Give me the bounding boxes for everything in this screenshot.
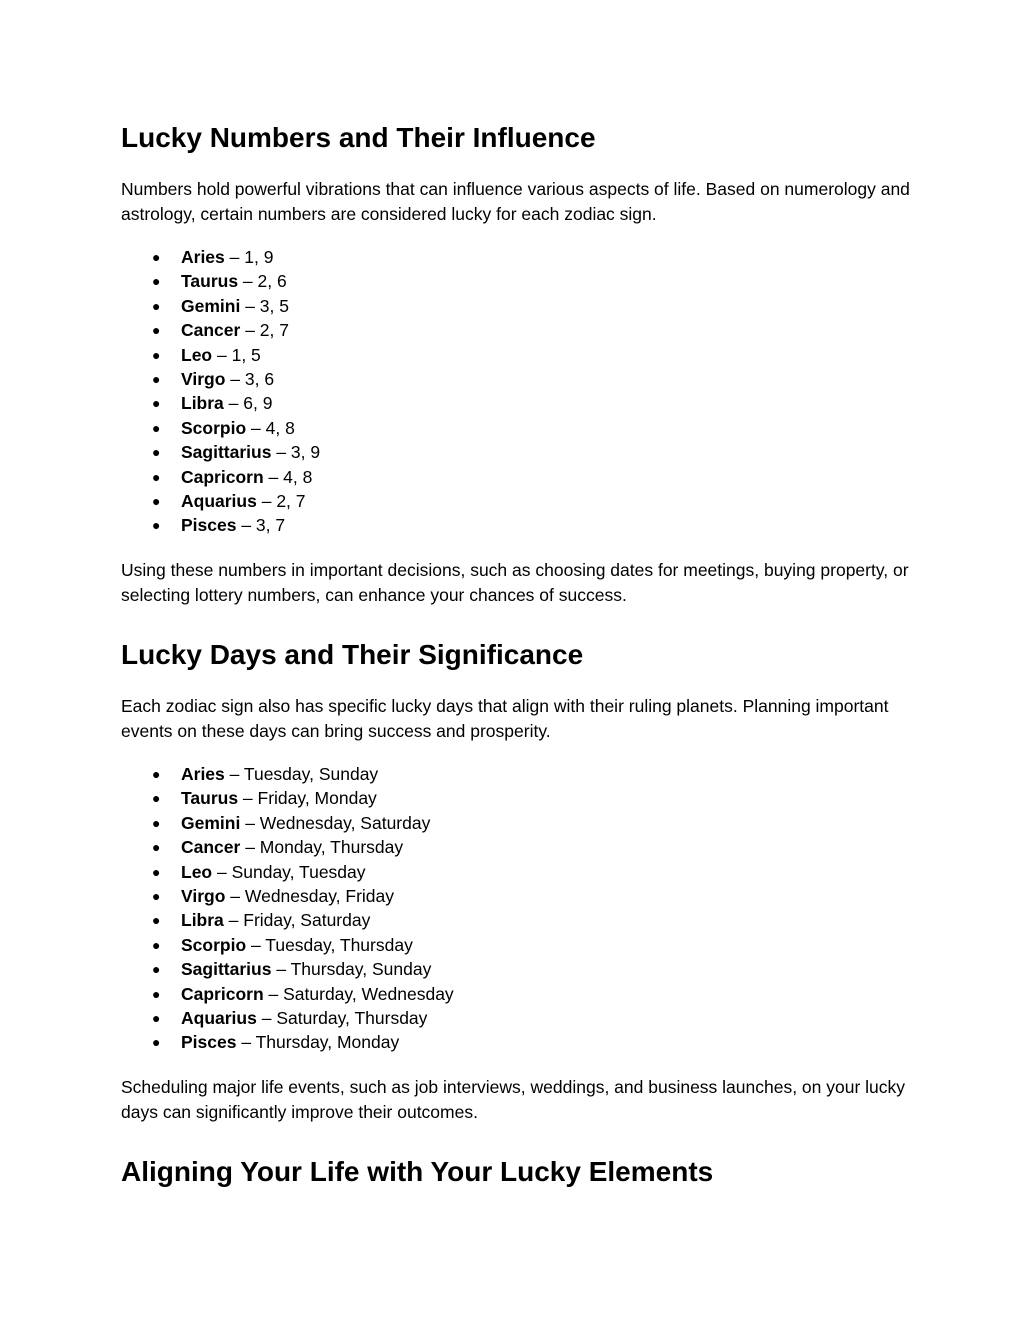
bullet-icon: ● [152, 468, 161, 485]
bullet-icon: ● [152, 346, 161, 363]
list-item [121, 391, 320, 415]
list-item [121, 269, 320, 293]
bullet-icon: ● [152, 961, 161, 978]
bullet-icon: ● [152, 322, 161, 339]
zodiac-sign: Virgo [181, 885, 226, 906]
lucky-value: – 1, 5 [212, 344, 261, 365]
list-item [121, 489, 320, 513]
zodiac-sign: Cancer [181, 837, 241, 858]
list-item [121, 367, 320, 391]
list-item [121, 440, 320, 464]
bullet-icon: ● [152, 985, 161, 1002]
bullet-icon: ● [152, 790, 161, 807]
lucky-value: – Tuesday, Sunday [224, 764, 379, 784]
lucky-value: – Wednesday, Friday [225, 885, 395, 906]
bullet-icon: ● [152, 766, 161, 782]
zodiac-sign: Sagittarius [181, 959, 272, 980]
bullet-icon: ● [152, 444, 161, 461]
list-item [121, 957, 454, 981]
list-item [121, 762, 454, 786]
list-item [121, 245, 320, 269]
list-item [121, 318, 320, 342]
lucky-value: – 2, 7 [240, 320, 289, 341]
list-item [121, 811, 454, 835]
zodiac-sign: Leo [181, 344, 213, 365]
zodiac-sign: Virgo [181, 368, 226, 389]
bullet-icon: ● [152, 419, 161, 436]
lucky-value: – 1, 9 [224, 247, 274, 267]
zodiac-sign: Pisces [181, 515, 237, 536]
heading-lucky-days: Lucky Days and Their Significance [121, 639, 584, 670]
lucky-value: – Tuesday, Thursday [246, 934, 413, 955]
zodiac-sign: Gemini [181, 295, 241, 316]
zodiac-sign: Aquarius [181, 490, 257, 511]
paragraph-days-outro: Scheduling major life events, such as job interviews, weddings, and business launches, on your lucky days can significantly improve their outcomes. [121, 1077, 906, 1122]
bullet-icon: ● [152, 370, 161, 387]
lucky-value: – Sunday, Tuesday [212, 861, 366, 882]
zodiac-sign: Libra [181, 910, 224, 931]
bullet-icon: ● [152, 1009, 161, 1026]
lucky-value: – Friday, Monday [238, 788, 377, 809]
lucky-value: – Monday, Thursday [240, 837, 404, 858]
bullet-icon: ● [152, 1034, 161, 1051]
bullet-icon: ● [152, 249, 161, 265]
paragraph-numbers-outro: Using these numbers in important decisions, such as choosing dates for meetings, buying property, or selecting lottery numbers, can enhance your chances of success. [121, 560, 909, 605]
lucky-value: – Saturday, Wednesday [263, 983, 454, 1004]
bullet-icon: ● [152, 936, 161, 953]
paragraph-numbers-intro: Numbers hold powerful vibrations that can influence various aspects of life. Based on numerology and astrology, certain numbers are considered lucky for each zodiac sign. [121, 179, 910, 224]
bullet-icon: ● [152, 814, 161, 831]
list-item [121, 513, 320, 537]
bullet-icon: ● [152, 863, 161, 880]
heading-aligning-life: Aligning Your Life with Your Lucky Elements [121, 1156, 714, 1187]
bullet-icon: ● [152, 517, 161, 534]
bullet-icon: ● [152, 492, 161, 509]
zodiac-sign: Gemini [181, 812, 241, 833]
lucky-value: – Saturday, Thursday [256, 1007, 428, 1028]
zodiac-sign: Libra [181, 393, 224, 414]
zodiac-sign: Aquarius [181, 1007, 257, 1028]
lucky-value: – Thursday, Sunday [271, 959, 432, 980]
zodiac-sign: Capricorn [181, 983, 264, 1004]
lucky-value: – 2, 7 [256, 490, 306, 511]
zodiac-sign: Pisces [181, 1032, 237, 1053]
bullet-icon: ● [152, 887, 161, 904]
list-item [121, 933, 454, 957]
list-item [121, 860, 454, 884]
list-item [121, 982, 454, 1006]
lucky-value: – 3, 7 [236, 515, 286, 536]
lucky-value: – Wednesday, Saturday [240, 812, 431, 833]
lucky-value: – 4, 8 [246, 417, 295, 438]
list-item [121, 884, 454, 908]
lucky-value: – 2, 6 [238, 271, 287, 292]
lucky-value: – 3, 6 [225, 368, 275, 389]
zodiac-sign: Capricorn [181, 466, 264, 487]
zodiac-sign: Scorpio [181, 417, 247, 438]
bullet-icon: ● [152, 273, 161, 290]
lucky-value: – Friday, Saturday [223, 910, 371, 931]
list-item [121, 1006, 454, 1030]
zodiac-sign: Aries [181, 247, 225, 267]
list-item [121, 1030, 454, 1054]
lucky-value: – Thursday, Monday [236, 1032, 400, 1053]
paragraph-days-intro: Each zodiac sign also has specific lucky days that align with their ruling planets. Planning important events on these days can bring success and prosperity. [121, 696, 889, 741]
list-item [121, 786, 454, 810]
bullet-icon: ● [152, 395, 161, 412]
bullet-icon: ● [152, 912, 161, 929]
list-item [121, 416, 320, 440]
list-item [121, 908, 454, 932]
list-item [121, 294, 320, 318]
lucky-value: – 3, 9 [271, 442, 321, 463]
lucky-value: – 4, 8 [263, 466, 313, 487]
zodiac-sign: Leo [181, 861, 213, 882]
zodiac-sign: Cancer [181, 320, 241, 341]
zodiac-sign: Sagittarius [181, 442, 272, 463]
heading-lucky-numbers: Lucky Numbers and Their Influence [121, 122, 596, 153]
bullet-icon: ● [152, 839, 161, 856]
lucky-value: – 6, 9 [223, 393, 273, 414]
zodiac-sign: Taurus [181, 788, 239, 809]
list-lucky-days [121, 762, 454, 1055]
zodiac-sign: Aries [181, 764, 225, 784]
list-lucky-numbers [121, 245, 320, 538]
list-item [121, 465, 320, 489]
zodiac-sign: Taurus [181, 271, 239, 292]
list-item [121, 343, 320, 367]
lucky-value: – 3, 5 [240, 295, 289, 316]
list-item [121, 835, 454, 859]
zodiac-sign: Scorpio [181, 934, 247, 955]
bullet-icon: ● [152, 297, 161, 314]
